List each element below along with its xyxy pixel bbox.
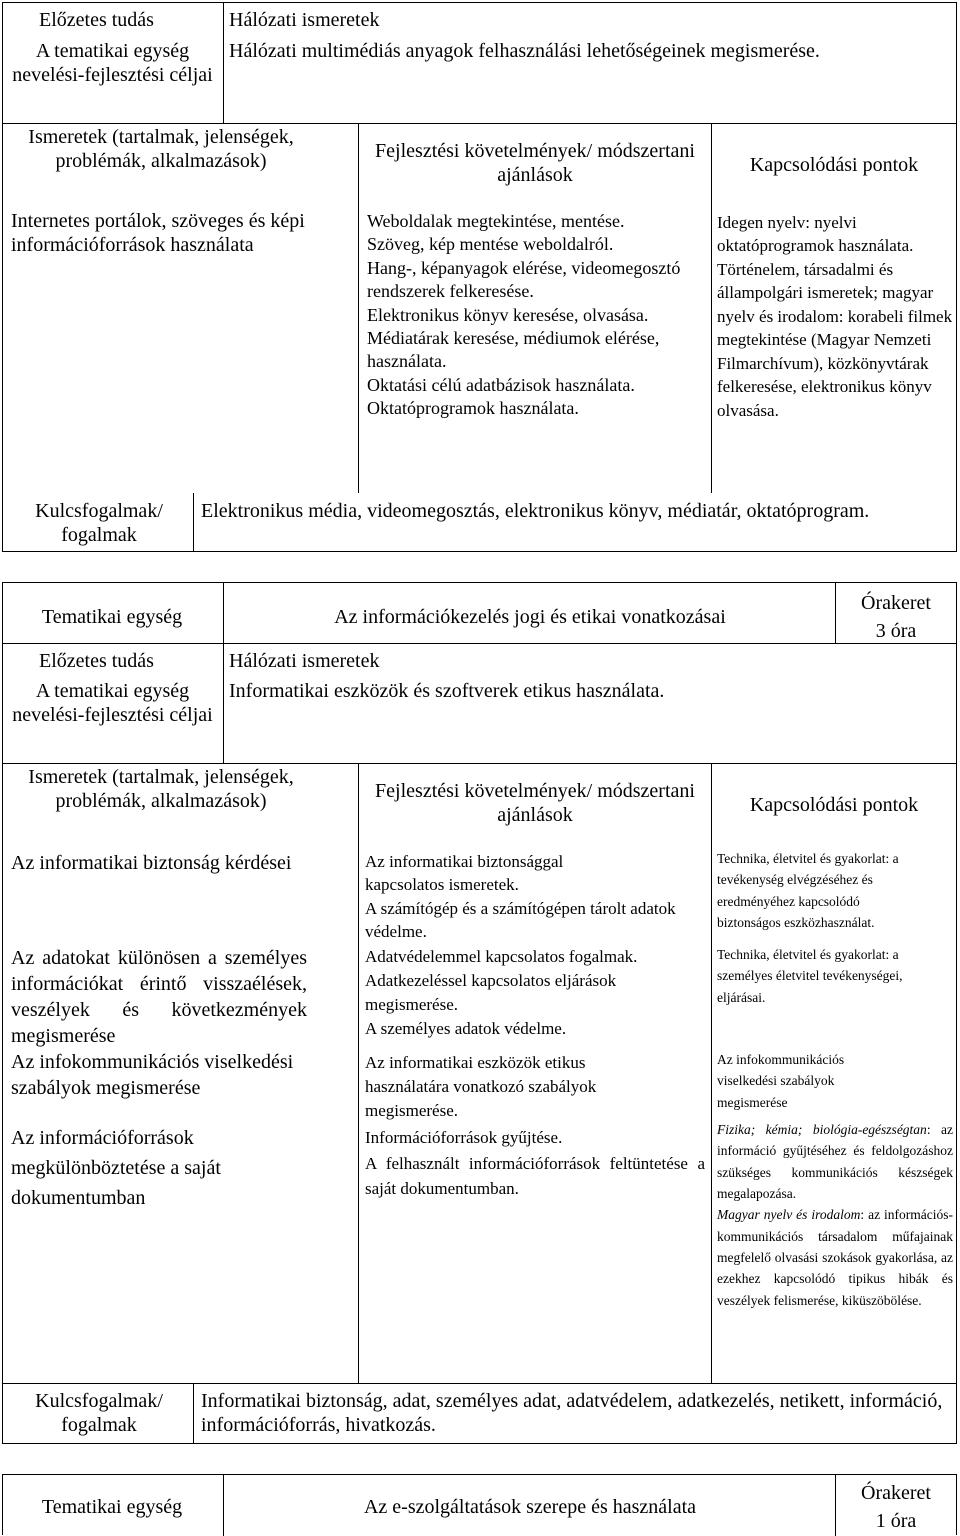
hours-value: 1 óra [875, 1510, 917, 1532]
goals-value: Hálózati multimédiás anyagok felhasználási lehetőségeinek megismerése. [229, 40, 820, 62]
dev-item: Hang-, képanyagok elérése, videomegosztó rendszerek felkeresése. [367, 257, 681, 302]
dev-item: Az informatikai biztonsággal kapcsolatos ismeretek. [365, 852, 564, 895]
dev-item: A számítógép és a számítógépen tárolt adatok védelme. [365, 898, 676, 942]
dev-item: Oktatási célú adatbázisok használata. [367, 374, 635, 395]
dev-header: Fejlesztési követelmények/ módszertani ajánlások [375, 780, 695, 827]
goals-value: Informatikai eszközök és szoftverek etikus használata. [229, 680, 665, 702]
knowledge-text: Az informatikai biztonság kérdései [11, 852, 292, 874]
dev-item: Médiatárak keresése, médiumok elérése, használata. [367, 327, 660, 372]
hours-label: Órakeret [861, 592, 931, 614]
dev-text: Az informatikai eszközök etikus használatára vonatkozó szabályok megismerése. [365, 1053, 597, 1121]
links-header: Kapcsolódási pontok [749, 154, 919, 176]
knowledge-text: Az információforrások megkülönböztetése a saját dokumentumban [11, 1127, 221, 1209]
dev-item: Elektronikus könyv keresése, olvasása. [367, 304, 649, 325]
dev-item: Adatvédelemmel kapcsolatos fogalmak. [365, 947, 638, 966]
dev-item: Szöveg, kép mentése weboldalról. [367, 234, 614, 255]
knowledge-text: Az infokommunikációs viselkedési szabályok megismerése [11, 1051, 294, 1099]
links-paragraph [717, 1204, 953, 1311]
links-item: Történelem, társadalmi és állampolgári ismeretek; magyar nyelv és irodalom: korabeli filmek megtekintése (Magyar Nemzeti Filmarchívum), közkönyvtárak felkeresése, elektronikus könyv olvasása. [717, 259, 953, 420]
unit-label: Tematikai egység [41, 606, 183, 628]
prior-knowledge-value: Hálózati ismeretek [229, 9, 380, 31]
curriculum-table-3 [2, 1474, 957, 1535]
keywords-label: Kulcsfogalmak/ fogalmak [35, 1390, 163, 1437]
links-header: Kapcsolódási pontok [749, 794, 919, 816]
keywords-value: Elektronikus média, videomegosztás, elektronikus könyv, médiatár, oktatóprogram. [201, 500, 870, 522]
dev-header: Fejlesztési követelmények/ módszertani ajánlások [375, 140, 695, 187]
goals-label: A tematikai egység nevelési-fejlesztési céljai [12, 40, 213, 87]
prior-knowledge-value: Hálózati ismeretek [229, 650, 380, 672]
knowledge-header: Ismeretek (tartalmak, jelenségek, problémák, alkalmazások) [28, 766, 294, 813]
links-item: Idegen nyelv: nyelvi oktatóprogramok használata. [717, 213, 914, 256]
hours-value: 3 óra [875, 620, 917, 642]
dev-item: Információforrások gyűjtése. [365, 1128, 563, 1147]
links-text [717, 1119, 953, 1311]
dev-list [365, 1125, 705, 1202]
links-item: : az információ gyűjtéséhez és feldolgozáshoz szükséges kommunikációs készségek megalapozása. [717, 1122, 953, 1201]
curriculum-table-1 [2, 2, 957, 552]
prior-knowledge-label: Előzetes tudás [39, 9, 154, 31]
links-paragraph [717, 1119, 953, 1204]
dev-item: Adatkezeléssel kapcsolatos eljárások megismerése. [365, 971, 617, 1015]
dev-item: Weboldalak megtekintése, mentése. [367, 211, 625, 231]
subject-label: Magyar nyelv és irodalom [717, 1207, 861, 1223]
dev-list [367, 210, 707, 421]
keywords-value: Informatikai biztonság, adat, személyes adat, adatvédelem, adatkezelés, netikett, információ, információforrás, hivatkozás. [201, 1390, 943, 1437]
goals-label: A tematikai egység nevelési-fejlesztési céljai [12, 680, 213, 727]
prior-knowledge-label: Előzetes tudás [39, 650, 154, 672]
dev-list [365, 945, 705, 1042]
links-text: Technika, életvitel és gyakorlat: a személyes életvitel tevékenységei, eljárásai. [717, 947, 903, 1005]
links-text: Az infokommunikációs viselkedési szabályok megismerése [717, 1052, 845, 1110]
unit-label: Tematikai egység [41, 1496, 183, 1518]
keywords-label: Kulcsfogalmak/ fogalmak [35, 500, 163, 547]
links-item: : az információs-kommunikációs társadalom műfajainak megfelelő olvasási szokások gyakorlása, az ezekhez kapcsolódó tipikus hibák és veszélyek felismerése, kiküszöbölése. [717, 1207, 953, 1308]
subject-label: Fizika; kémia; biológia-egészségtan [717, 1122, 927, 1137]
knowledge-header: Ismeretek (tartalmak, jelenségek, problémák, alkalmazások) [28, 126, 294, 173]
hours-label: Órakeret [861, 1482, 931, 1504]
links-list [717, 211, 953, 422]
links-text: Technika, életvitel és gyakorlat: a tevékenység elvégzéséhez és eredményéhez kapcsolódó biztonságos eszközhasználat. [717, 851, 899, 930]
unit-title: Az e-szolgáltatások szerepe és használata [363, 1496, 697, 1518]
dev-item: A személyes adatok védelme. [365, 1019, 567, 1039]
unit-title: Az információkezelés jogi és etikai vonatkozásai [334, 606, 726, 628]
knowledge-text: Internetes portálok, szöveges és képi információforrások használata [11, 210, 305, 257]
dev-list [365, 850, 705, 944]
dev-item: Oktatóprogramok használata. [367, 398, 579, 419]
curriculum-table-2 [2, 582, 957, 1444]
knowledge-text: Az adatokat különösen a személyes információkat érintő visszaélések, veszélyek és következmények megismerése [11, 947, 307, 1047]
dev-item: A felhasznált információforrások feltüntetése a saját dokumentumban. [365, 1153, 705, 1198]
